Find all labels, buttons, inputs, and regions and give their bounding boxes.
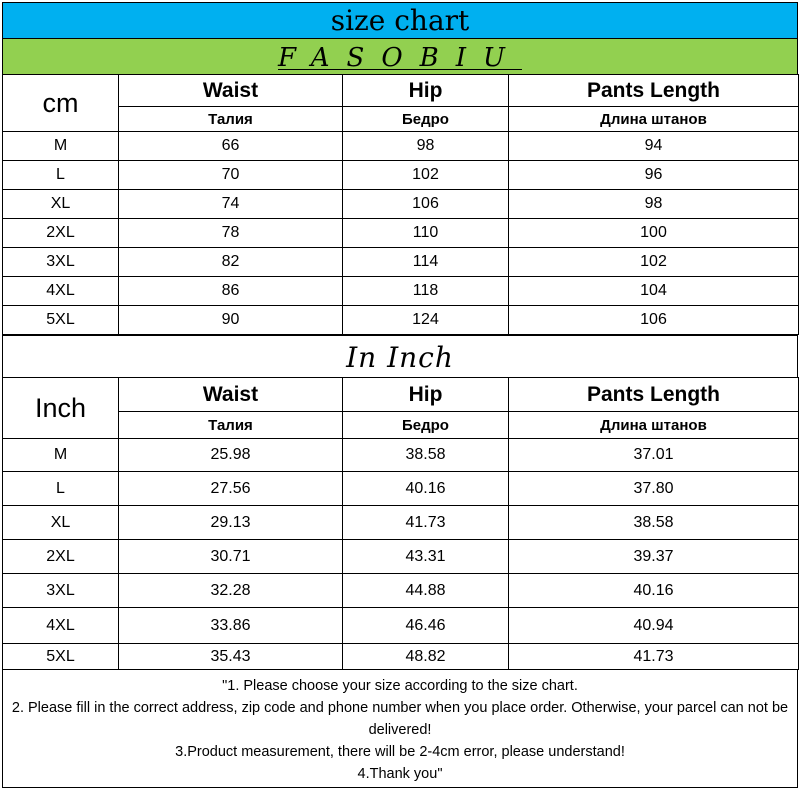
pants-length-cell: 94 [509,132,799,161]
waist-cell: 74 [119,190,343,219]
size-chart-title: size chart [2,2,798,38]
pants-length-cell: 37.80 [509,472,799,506]
waist-cell: 29.13 [119,506,343,540]
pants-length-cell: 40.16 [509,574,799,608]
waist-cell: 30.71 [119,540,343,574]
waist-cell: 25.98 [119,439,343,472]
hip-cell: 46.46 [343,608,509,644]
pants-length-cell: 41.73 [509,644,799,670]
table-row [3,161,799,190]
hip-cell: 44.88 [343,574,509,608]
waist-cell: 66 [119,132,343,161]
size-notes [2,670,798,788]
hip-cell: 40.16 [343,472,509,506]
waist-header: Waist [119,378,343,412]
table-row [3,277,799,306]
size-cell: 4XL [3,608,119,644]
pants-length-cell: 37.01 [509,439,799,472]
pants-length-header-ru: Длина штанов [509,107,799,132]
note-line: 4.Thank you" [357,766,443,782]
inch-section-title: In Inch [2,335,798,377]
size-chart-sheet [2,2,798,790]
note-line: 2. Please fill in the correct address, zip code and phone number when you place order. Otherwise, your parcel can not be delivered! [11,700,789,738]
waist-cell: 32.28 [119,574,343,608]
table-row [3,190,799,219]
hip-cell: 48.82 [343,644,509,670]
hip-cell: 124 [343,306,509,335]
size-cell: M [3,132,119,161]
table-row [3,608,799,644]
waist-cell: 82 [119,248,343,277]
hip-cell: 118 [343,277,509,306]
hip-header: Hip [343,75,509,107]
waist-cell: 33.86 [119,608,343,644]
hip-cell: 98 [343,132,509,161]
pants-length-cell: 102 [509,248,799,277]
table-row [3,248,799,277]
table-row [3,472,799,506]
waist-cell: 78 [119,219,343,248]
table-row [3,506,799,540]
hip-cell: 43.31 [343,540,509,574]
pants-length-cell: 106 [509,306,799,335]
size-cell: M [3,439,119,472]
pants-length-cell: 100 [509,219,799,248]
cm-size-table [2,74,799,335]
table-row [3,574,799,608]
waist-cell: 27.56 [119,472,343,506]
hip-cell: 114 [343,248,509,277]
size-cell: 5XL [3,644,119,670]
brand-name: FASOBIU [2,38,798,74]
hip-header: Hip [343,378,509,412]
size-cell: 4XL [3,277,119,306]
table-row [3,439,799,472]
size-cell: 3XL [3,248,119,277]
pants-length-cell: 96 [509,161,799,190]
size-cell: L [3,472,119,506]
hip-header-ru: Бедро [343,412,509,439]
size-cell: 3XL [3,574,119,608]
hip-cell: 102 [343,161,509,190]
hip-header-ru: Бедро [343,107,509,132]
table-row [3,132,799,161]
pants-length-header: Pants Length [509,75,799,107]
waist-header-ru: Талия [119,107,343,132]
pants-length-cell: 104 [509,277,799,306]
unit-label-cm: cm [3,75,119,132]
waist-cell: 86 [119,277,343,306]
pants-length-cell: 98 [509,190,799,219]
size-cell: 5XL [3,306,119,335]
waist-cell: 35.43 [119,644,343,670]
waist-header: Waist [119,75,343,107]
table-row [3,540,799,574]
pants-length-header: Pants Length [509,378,799,412]
unit-label-inch: Inch [3,378,119,439]
note-line: "1. Please choose your size according to the size chart. [222,678,578,694]
hip-cell: 106 [343,190,509,219]
note-line: 3.Product measurement, there will be 2-4cm error, please understand! [175,744,625,760]
size-cell: XL [3,506,119,540]
hip-cell: 38.58 [343,439,509,472]
size-cell: L [3,161,119,190]
inch-size-table [2,377,799,670]
size-cell: 2XL [3,219,119,248]
size-cell: 2XL [3,540,119,574]
hip-cell: 110 [343,219,509,248]
table-row [3,219,799,248]
size-cell: XL [3,190,119,219]
waist-header-ru: Талия [119,412,343,439]
pants-length-cell: 39.37 [509,540,799,574]
table-row [3,306,799,335]
pants-length-cell: 38.58 [509,506,799,540]
hip-cell: 41.73 [343,506,509,540]
pants-length-cell: 40.94 [509,608,799,644]
table-row [3,644,799,670]
pants-length-header-ru: Длина штанов [509,412,799,439]
waist-cell: 90 [119,306,343,335]
waist-cell: 70 [119,161,343,190]
